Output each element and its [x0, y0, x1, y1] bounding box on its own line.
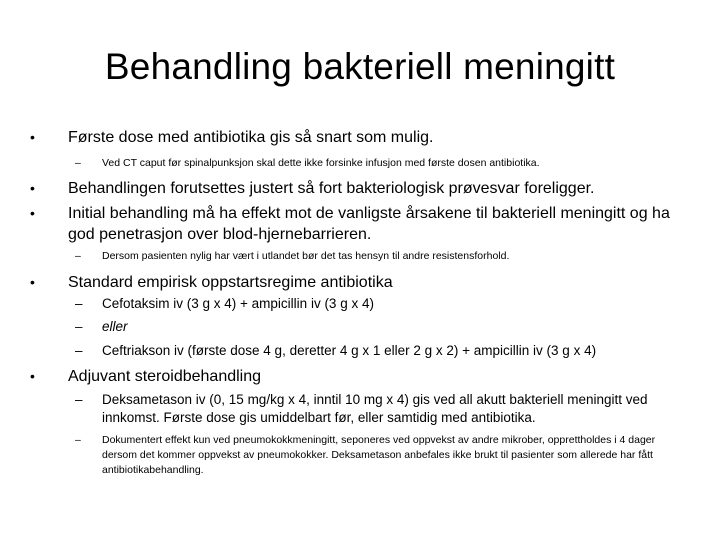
dash-icon: – [75, 157, 81, 169]
sub-item [75, 249, 692, 264]
dash-icon: – [75, 434, 81, 446]
sub-item [75, 433, 692, 478]
bullet-icon: • [30, 180, 35, 196]
bullet-text: Initial behandling må ha effekt mot de vanligste årsakene til bakteriell meningitt og ha god penetrasjon over blod-hjernebarrieren. [68, 205, 670, 243]
bullet-text: Adjuvant steroidbehandling [68, 368, 262, 385]
bullet-icon: • [30, 205, 35, 221]
bullet-item [30, 203, 690, 245]
bullet-item [30, 127, 690, 148]
bullet-icon: • [30, 368, 35, 384]
sub-item-text: Deksametason iv (0, 15 mg/kg x 4, inntil 10 mg x 4) gis ved all akutt bakteriell meningitt ved innkomst. Første dose gis umiddelbart før, eller samtidig med antibiotika. [102, 392, 648, 425]
bullet-text: Første dose med antibiotika gis så snart som mulig. [68, 129, 434, 146]
dash-icon: – [75, 296, 83, 311]
bullet-text: Behandlingen forutsettes justert så fort bakteriologisk prøvesvar foreligger. [68, 180, 595, 197]
dash-icon: – [75, 319, 83, 334]
sub-item [75, 342, 692, 360]
sub-item [75, 391, 692, 427]
dash-icon: – [75, 250, 81, 262]
bullet-icon: • [30, 274, 35, 290]
sub-item [75, 156, 692, 171]
sub-item-text: eller [102, 319, 128, 334]
dash-icon: – [75, 343, 83, 358]
bullet-item [30, 366, 690, 387]
dash-icon: – [75, 392, 83, 407]
bullet-icon: • [30, 129, 35, 145]
sub-item-text: Cefotaksim iv (3 g x 4) + ampicillin iv (3 g x 4) [102, 296, 374, 311]
bullet-item [30, 272, 690, 293]
sub-item [75, 318, 692, 336]
sub-item-text: Ceftriakson iv (første dose 4 g, deretter 4 g x 1 eller 2 g x 2) + ampicillin iv (3 g x 4) [102, 343, 597, 358]
sub-item-text: Dokumentert effekt kun ved pneumokokkmeningitt, seponeres ved oppvekst av andre mikrober, opprettholdes i 4 dager dersom det kommer oppvekst av pneumokokker. Deksametason anbefales ikke brukt til pasienter som allerede har fått antibiotikabehandling. [102, 434, 656, 476]
slide-title: Behandling bakteriell meningitt [104, 46, 616, 87]
sub-item-text: Dersom pasienten nylig har vært i utlandet bør det tas hensyn til andre resistensforhold. [102, 250, 510, 262]
sub-item [75, 295, 692, 313]
bullet-item [30, 178, 690, 199]
bullet-text: Standard empirisk oppstartsregime antibiotika [68, 274, 393, 291]
sub-item-text: Ved CT caput før spinalpunksjon skal dette ikke forsinke infusjon med første dosen antibiotika. [102, 157, 540, 169]
